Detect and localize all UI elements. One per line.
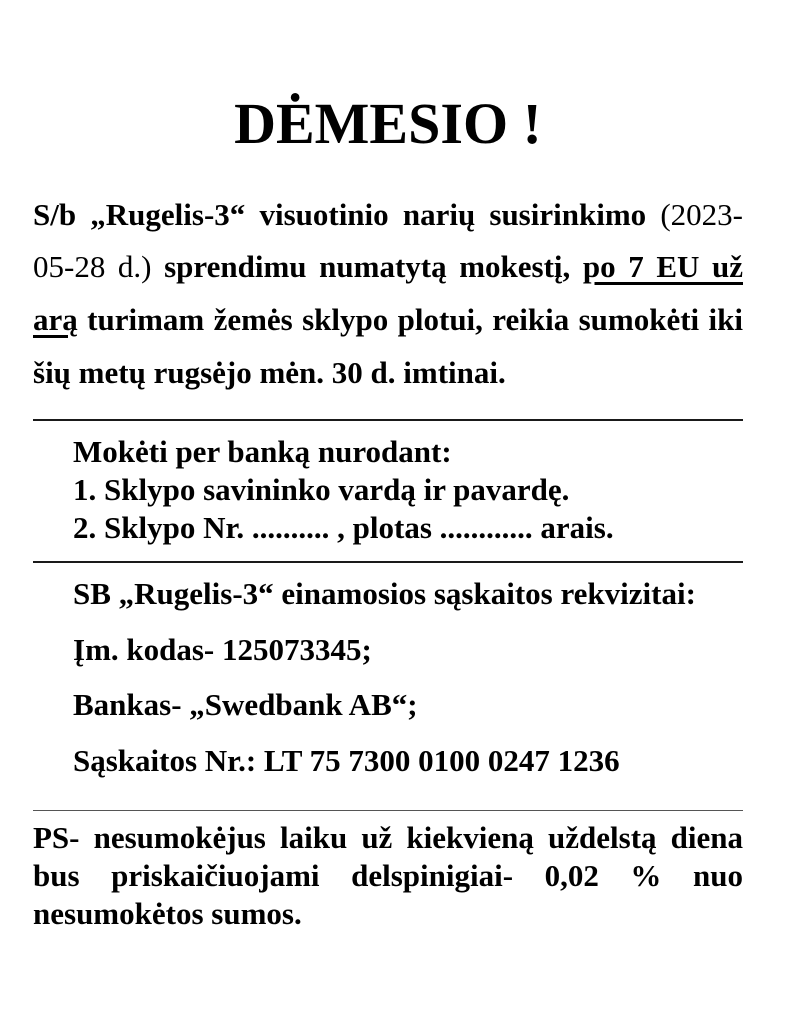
account-number: Sąskaitos Nr.: LT 75 7300 0100 0247 1236 bbox=[73, 743, 620, 779]
payment-instruction-item-2: 2. Sklypo Nr. .......... , plotas ............ arais. bbox=[73, 509, 614, 545]
intro-text-tail: turimam žemės sklypo plotui, reikia sumokėti iki šių metų rugsėjo mėn. 30 d. imtinai. bbox=[33, 301, 743, 390]
bank-details-section bbox=[33, 575, 743, 780]
payment-instructions-section bbox=[33, 433, 743, 546]
divider-bottom bbox=[33, 810, 743, 811]
notice-title: DĖMESIO ! bbox=[234, 91, 542, 156]
bank-details-heading: SB „Rugelis-3“ einamosios sąskaitos rekvizitai: bbox=[73, 575, 696, 611]
intro-text-lead: S/b „Rugelis-3“ visuotinio narių susirinkimo bbox=[33, 196, 661, 232]
fee-amount-underlined: po 7 EU už arą bbox=[33, 249, 743, 337]
bank-name: Bankas- „Swedbank AB“; bbox=[73, 687, 418, 723]
intro-text-mid: sprendimu numatytą mokestį, bbox=[164, 249, 583, 285]
divider-middle bbox=[33, 561, 743, 563]
intro-paragraph bbox=[33, 189, 743, 400]
postscript-paragraph: PS- nesumokėjus laiku už kiekvieną uždelstą diena bus priskaičiuojami delspinigiai- 0,02 % nuo nesumokėtos sumos. bbox=[33, 819, 743, 931]
meeting-date: (2023-05-28 d.) bbox=[33, 196, 743, 285]
company-code: Įm. kodas- 125073345; bbox=[73, 631, 372, 667]
divider-top bbox=[33, 419, 743, 421]
payment-instructions-heading: Mokėti per banką nurodant: bbox=[73, 434, 452, 470]
payment-instruction-item-1: 1. Sklypo savininko vardą ir pavardę. bbox=[73, 472, 570, 508]
